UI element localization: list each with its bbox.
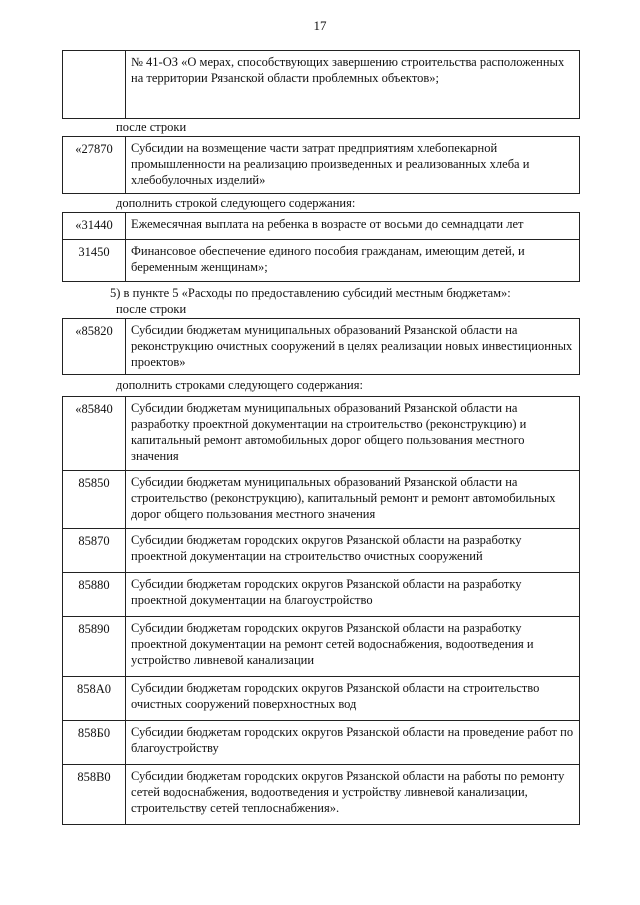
table-block-1 xyxy=(62,50,580,119)
row-code: 85870 xyxy=(63,529,126,573)
item-5-heading: 5) в пункте 5 «Расходы по предоставлению субсидий местным бюджетам»: xyxy=(110,286,511,300)
row-text: Субсидии бюджетам муниципальных образований Рязанской области на строительство (реконструкцию), капитальный ремонт и ремонт автомобильных дорог общего пользования местного значения xyxy=(126,471,580,529)
row-code xyxy=(63,51,126,119)
table-row xyxy=(63,51,580,119)
table-row xyxy=(63,529,580,573)
row-code: «27870 xyxy=(63,137,126,194)
row-text: Ежемесячная выплата на ребенка в возрасте от восьми до семнадцати лет xyxy=(126,213,580,240)
row-text: Субсидии бюджетам городских округов Рязанской области на разработку проектной документации на строительство очистных сооружений xyxy=(126,529,580,573)
row-code: 858А0 xyxy=(63,677,126,721)
table-block-2 xyxy=(62,136,580,194)
row-code: 31450 xyxy=(63,240,126,282)
table-block-4 xyxy=(62,318,580,375)
table-row xyxy=(63,721,580,765)
table-row xyxy=(63,213,580,240)
row-text: Субсидии бюджетам муниципальных образований Рязанской области на реконструкцию очистных сооружений в целях реализации новых инвестиционных проектов» xyxy=(126,319,580,375)
table-row xyxy=(63,240,580,282)
row-code: 85850 xyxy=(63,471,126,529)
row-text: Финансовое обеспечение единого пособия гражданам, имеющим детей, и беременным женщинам»; xyxy=(126,240,580,282)
row-text: Субсидии бюджетам муниципальных образований Рязанской области на разработку проектной документации на строительство (реконструкцию) и капитальный ремонт автомобильных дорог общего пользования местного значения xyxy=(126,397,580,471)
row-text: Субсидии бюджетам городских округов Рязанской области на строительство очистных сооружений поверхностных вод xyxy=(126,677,580,721)
row-code: 85890 xyxy=(63,617,126,677)
page-number: 17 xyxy=(313,18,327,33)
row-code: «31440 xyxy=(63,213,126,240)
row-text: Субсидии бюджетам городских округов Рязанской области на работы по ремонту сетей водоснабжения, водоотведения и устройству ливневой канализации, строительству сетей теплоснабжения». xyxy=(126,765,580,825)
row-code: 858В0 xyxy=(63,765,126,825)
table-row xyxy=(63,573,580,617)
table-block-5 xyxy=(62,396,580,825)
after-row-label: после строки xyxy=(116,302,187,316)
after-row-label: после строки xyxy=(116,120,187,134)
table-row xyxy=(63,319,580,375)
row-text: Субсидии на возмещение части затрат предприятиям хлебопекарной промышленности на реализацию произведенных и реализованных хлеба и хлебобулочных изделий» xyxy=(126,137,580,194)
row-code: «85820 xyxy=(63,319,126,375)
row-text: № 41-ОЗ «О мерах, способствующих завершению строительства расположенных на территории Рязанской области проблемных объектов»; xyxy=(126,51,580,119)
row-text: Субсидии бюджетам городских округов Рязанской области на проведение работ по благоустройству xyxy=(126,721,580,765)
row-code: «85840 xyxy=(63,397,126,471)
table-row xyxy=(63,397,580,471)
table-row xyxy=(63,137,580,194)
table-row xyxy=(63,471,580,529)
row-text: Субсидии бюджетам городских округов Рязанской области на разработку проектной документации на ремонт сетей водоснабжения, водоотведения и устройство ливневой канализации xyxy=(126,617,580,677)
table-row xyxy=(63,617,580,677)
row-code: 858Б0 xyxy=(63,721,126,765)
row-text: Субсидии бюджетам городских округов Рязанской области на разработку проектной документации на благоустройство xyxy=(126,573,580,617)
table-block-3 xyxy=(62,212,580,282)
add-rows-label: дополнить строками следующего содержания: xyxy=(116,378,363,392)
row-code: 85880 xyxy=(63,573,126,617)
table-row xyxy=(63,765,580,825)
add-row-label: дополнить строкой следующего содержания: xyxy=(116,196,356,210)
table-row xyxy=(63,677,580,721)
